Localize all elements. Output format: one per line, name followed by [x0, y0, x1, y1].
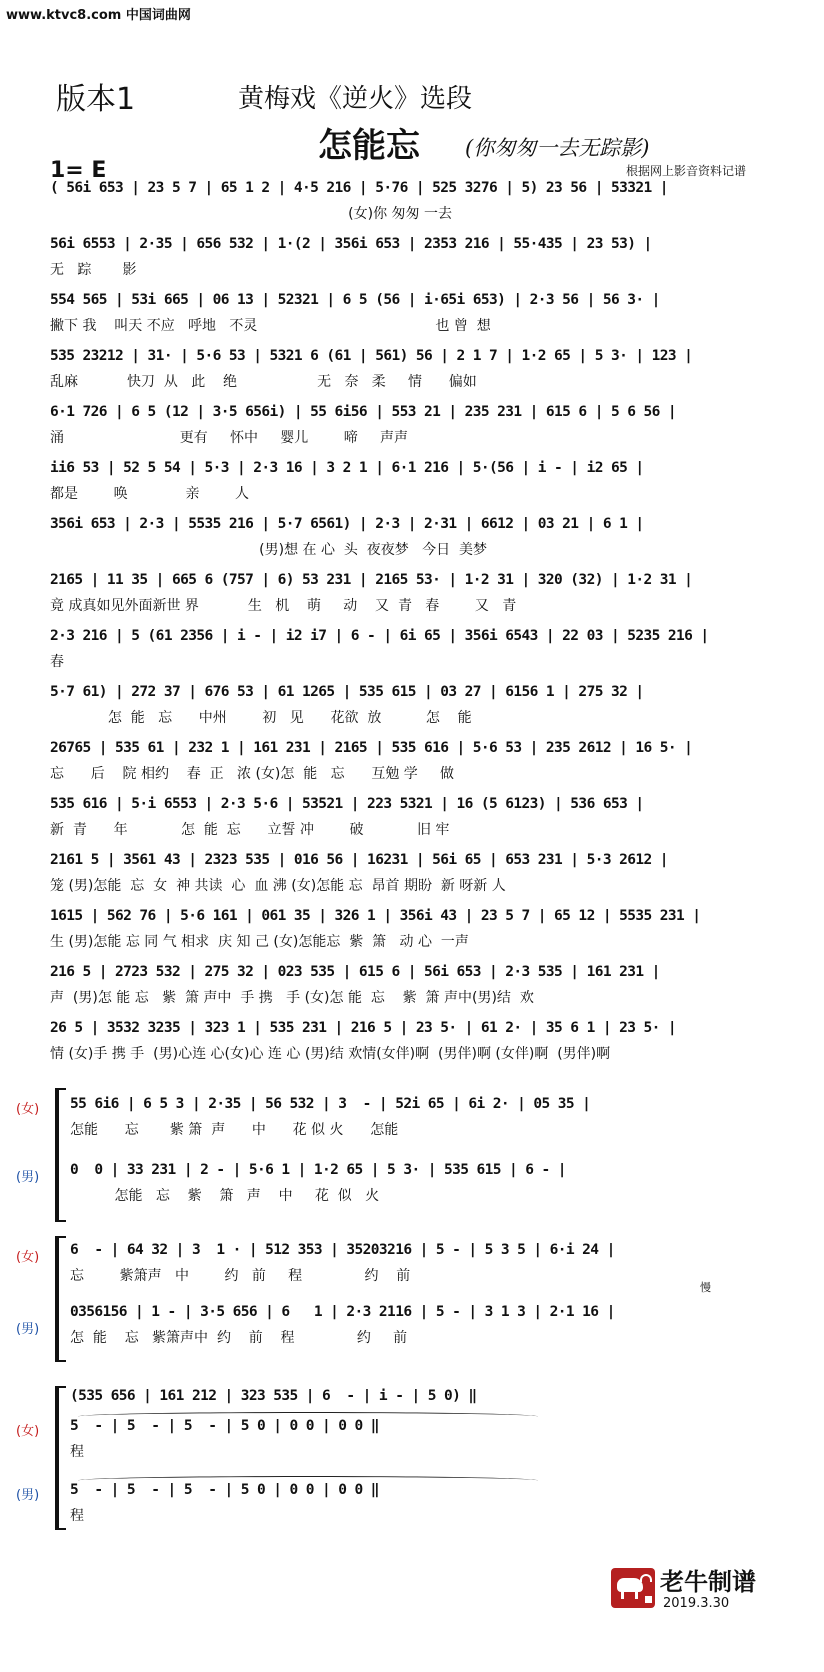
- lyric-row: 情 (女)手 携 手 (男)心连 心(女)心 连 心 (男)结 欢情(女伴)啊 (男伴)啊 (女伴)啊 (男伴)啊: [50, 1046, 611, 1062]
- score-line: [50, 794, 790, 842]
- female-part-label: (女): [16, 1424, 40, 1439]
- date-stamp: 2019.3.30: [663, 1596, 730, 1611]
- ox-horn-shape: [640, 1574, 652, 1582]
- lyric-row: 忘 后 院 相约 春 正 浓 (女)怎 能 忘 互勉 学 做: [50, 766, 455, 782]
- lyric-row: 竟 成真如见外面新世 界 生 机 萌 动 又 青 春 又 青: [50, 598, 517, 614]
- score-line: [50, 1018, 790, 1066]
- lyric-row: 新 青 年 怎 能 忘 立誓 冲 破 旧 牢: [50, 822, 450, 838]
- lyric-row: 怎 能 忘 中州 初 见 花欲 放 怎 能: [50, 710, 472, 726]
- lyric-row: 春: [50, 654, 64, 670]
- score-line: [50, 906, 790, 954]
- male-part-label: (男): [16, 1488, 40, 1503]
- notation-row: ( 56i 653 | 23 5 7 | 65 1 2 | 4·5 216 | 5·76 | 525 3276 | 5) 23 56 | 53321 |: [50, 180, 668, 196]
- score-line: [50, 738, 790, 786]
- notation-row: 554 565 | 53i 665 | 06 13 | 52321 | 6 5 (56 | i·65i 653) | 2·3 56 | 56 3· |: [50, 292, 660, 308]
- system-bracket: [55, 1088, 66, 1222]
- notation-row: 356i 653 | 2·3 | 5535 216 | 5·7 6561) | 2·3 | 2·31 | 6612 | 03 21 | 6 1 |: [50, 516, 644, 532]
- lyric-row: (女)你 匆匆 一去: [50, 206, 452, 222]
- song-subtitle: (你匆匆一去无踪影): [465, 136, 650, 160]
- notation-row: 5·7 61) | 272 37 | 676 53 | 61 1265 | 535 615 | 03 27 | 6156 1 | 275 32 |: [50, 684, 644, 700]
- score-line: [50, 570, 790, 618]
- score-line: [50, 458, 790, 506]
- female-part: [70, 1240, 780, 1288]
- opera-title: 黄梅戏《逆火》选段: [238, 84, 473, 114]
- notation-row: 0356156 | 1 - | 3·5 656 | 6 1 | 2·3 2116 | 5 - | 3 1 3 | 2·1 16 |: [70, 1304, 615, 1320]
- notation-row: 216 5 | 2723 532 | 275 32 | 023 535 | 615 6 | 56i 653 | 2·3 535 | 161 231 |: [50, 964, 660, 980]
- tempo-mark: 慢: [700, 1281, 711, 1294]
- song-title: 怎能忘: [318, 126, 420, 166]
- score-line: [50, 402, 790, 450]
- notation-row: 2·3 216 | 5 (61 2356 | i - | i2 i7 | 6 - | 6i 65 | 356i 6543 | 22 03 | 5235 216 |: [50, 628, 709, 644]
- notation-row: 6 - | 64 32 | 3 1 · | 512 353 | 35203216 | 5 - | 5 3 5 | 6·i 24 |: [70, 1242, 615, 1258]
- ox-seal-logo: [611, 1568, 655, 1608]
- lyric-row: 怎 能 忘 紫箫声中 约 前 程 约 前: [70, 1330, 408, 1346]
- lyric-row: 程: [70, 1444, 84, 1460]
- score-line: [50, 682, 790, 730]
- lyric-row: 怎能 忘 紫 箫 声 中 花 似 火 怎能: [70, 1122, 399, 1138]
- lyric-row: 无 踪 影: [50, 262, 137, 278]
- notation-row: 1615 | 562 76 | 5·6 161 | 061 35 | 326 1 | 356i 43 | 23 5 7 | 65 12 | 5535 231 |: [50, 908, 701, 924]
- female-part-label: (女): [16, 1102, 40, 1117]
- score-line: [50, 514, 790, 562]
- site-header: www.ktvc8.com 中国词曲网: [6, 8, 191, 23]
- key-signature: 1= E: [50, 158, 107, 183]
- male-part: [70, 1480, 780, 1528]
- notation-row: 5 - | 5 - | 5 - | 5 0 | 0 0 | 0 0 ‖: [70, 1418, 379, 1434]
- score-line: [50, 850, 790, 898]
- male-part-label: (男): [16, 1170, 40, 1185]
- lyric-row: 忘 紫箫声 中 约 前 程 约 前: [70, 1268, 411, 1284]
- notation-row: (535 656 | 161 212 | 323 535 | 6 - | i - | 5 0) ‖: [70, 1388, 477, 1404]
- male-part: [70, 1160, 780, 1208]
- score-line: [50, 962, 790, 1010]
- lyric-row: 撇下 我 叫天 不应 呼地 不灵 也 曾 想: [50, 318, 491, 334]
- source-note: 根据网上影音资料记谱: [626, 164, 747, 178]
- notation-row: 6·1 726 | 6 5 (12 | 3·5 656i) | 55 6i56 | 553 21 | 235 231 | 615 6 | 5 6 56 |: [50, 404, 676, 420]
- system-bracket: [55, 1236, 66, 1362]
- notation-row: 2165 | 11 35 | 665 6 (757 | 6) 53 231 | 2165 53· | 1·2 31 | 320 (32) | 1·2 31 |: [50, 572, 693, 588]
- lyric-row: 声 (男)怎 能 忘 紫 箫 声中 手 携 手 (女)怎 能 忘 紫 箫 声中(男)结 欢: [50, 990, 534, 1006]
- lyric-row: 程: [70, 1508, 84, 1524]
- male-part: [70, 1302, 780, 1350]
- score-line: [50, 234, 790, 282]
- lyric-row: 怎能 忘 紫 箫 声 中 花 似 火: [70, 1188, 380, 1204]
- maker-credit: 老牛制谱: [660, 1568, 756, 1596]
- female-part: [70, 1094, 780, 1142]
- lyric-row: 笼 (男)怎能 忘 女 神 共读 心 血 沸 (女)怎能 忘 昂首 期盼 新 呀新 人: [50, 878, 506, 894]
- male-part-label: (男): [16, 1322, 40, 1337]
- notation-row: 0 0 | 33 231 | 2 - | 5·6 1 | 1·2 65 | 5 3· | 535 615 | 6 - |: [70, 1162, 566, 1178]
- lyric-row: 乱麻 快刀 从 此 绝 无 奈 柔 情 偏如: [50, 374, 477, 390]
- female-part: [70, 1416, 780, 1464]
- notation-row: 2161 5 | 3561 43 | 2323 535 | 016 56 | 16231 | 56i 65 | 653 231 | 5·3 2612 |: [50, 852, 668, 868]
- score-line: [50, 290, 790, 338]
- notation-row: 26 5 | 3532 3235 | 323 1 | 535 231 | 216 5 | 23 5· | 61 2· | 35 6 1 | 23 5· |: [50, 1020, 676, 1036]
- notation-row: 535 616 | 5·i 6553 | 2·3 5·6 | 53521 | 223 5321 | 16 (5 6123) | 536 653 |: [50, 796, 644, 812]
- notation-row: ii6 53 | 52 5 54 | 5·3 | 2·3 16 | 3 2 1 | 6·1 216 | 5·(56 | i - | i2 65 |: [50, 460, 644, 476]
- score-line: [50, 178, 790, 226]
- triplet-interlude: [70, 1386, 780, 1406]
- lyric-row: (男)想 在 心 头 夜夜梦 今日 美梦: [50, 542, 488, 558]
- score-line: [50, 346, 790, 394]
- notation-row: 26765 | 535 61 | 232 1 | 161 231 | 2165 | 535 616 | 5·6 53 | 235 2612 | 16 5· |: [50, 740, 693, 756]
- ox-leg-shape: [621, 1590, 624, 1599]
- lyric-row: 都是 唤 亲 人: [50, 486, 250, 502]
- lyric-row: 涌 更有 怀中 婴儿 啼 声声: [50, 430, 409, 446]
- lyric-row: 生 (男)怎能 忘 同 气 相求 庆 知 己 (女)怎能忘 紫 箫 动 心 一声: [50, 934, 469, 950]
- score-line: [50, 626, 790, 674]
- version-label: 版本1: [56, 82, 136, 117]
- ox-leg-shape: [635, 1590, 638, 1599]
- system-bracket: [55, 1386, 66, 1530]
- notation-row: 56i 6553 | 2·35 | 656 532 | 1·(2 | 356i 653 | 2353 216 | 55·435 | 23 53) |: [50, 236, 652, 252]
- female-part-label: (女): [16, 1250, 40, 1265]
- notation-row: 5 - | 5 - | 5 - | 5 0 | 0 0 | 0 0 ‖: [70, 1482, 379, 1498]
- notation-row: 55 6i6 | 6 5 3 | 2·35 | 56 532 | 3 - | 52i 65 | 6i 2· | 05 35 |: [70, 1096, 591, 1112]
- notation-row: 535 23212 | 31· | 5·6 53 | 5321 6 (61 | 561) 56 | 2 1 7 | 1·2 65 | 5 3· | 123 |: [50, 348, 693, 364]
- seal-mark: [645, 1596, 652, 1603]
